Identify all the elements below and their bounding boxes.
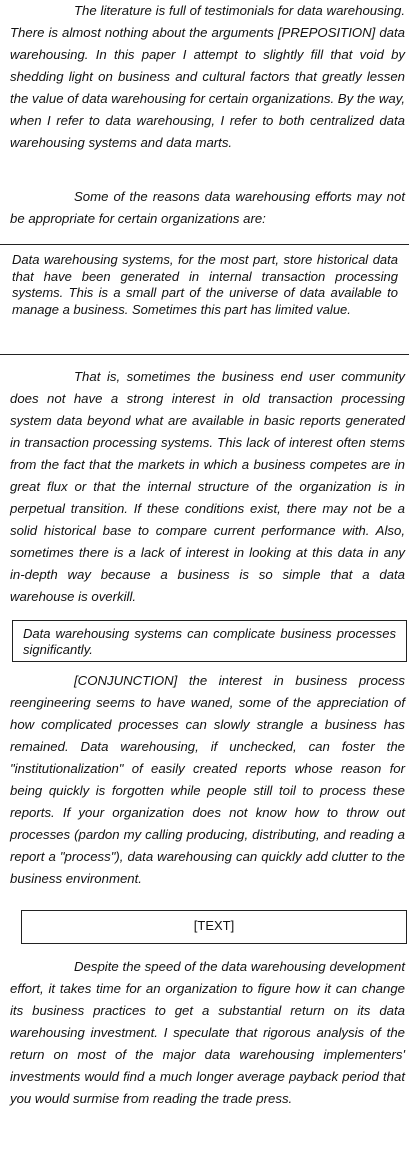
complicate-processes-callout: Data warehousing systems can complicate business processes significantly. xyxy=(23,626,396,657)
callout-top-rule xyxy=(0,244,409,245)
text-placeholder-label: [TEXT] xyxy=(193,918,235,933)
complicate-processes-box xyxy=(12,620,407,662)
payback-paragraph: Despite the speed of the data warehousing development effort, it takes time for an organization to figure how it can change its business practices to get a substantial return on its data warehousing investment. I speculate that rigorous analysis of the return on most of the major data warehousing implementers' investments would find a much longer average payback period that you would surmise from reading the trade press. xyxy=(10,959,405,1106)
historical-explained-paragraph: That is, sometimes the business end user community does not have a strong interest in old transaction processing system data beyond what are available in basic reports generated in transaction processing systems. This lack of interest often stems from the fact that the markets in which a business competes are in great flux or that the internal structure of the organization is in perpetual transition. If these conditions exist, there may not be a solid historical base to compare current performance with. Also, sometimes there is a lack of interest in looking at this data in any in-depth way because a business is so simple that a data warehouse is overkill. xyxy=(10,369,405,604)
callout-bottom-rule xyxy=(0,354,409,355)
complication-explained-paragraph: [CONJUNCTION] the interest in business process reengineering seems to have waned, some of the appreciation of how complicated processes can slowly strangle a business has remained. Data warehousing, if unchecked, can foster the "institutionalization" of easily created reports whose reason for being quickly is forgotten while people still toil to process these reports. If your organization does not know how to throw out processes (pardon my calling producing, distributing, and reading a report a "process"), data warehousing can quickly add clutter to the business environment. xyxy=(10,673,405,886)
reasons-lead-paragraph: Some of the reasons data warehousing efforts may not be appropriate for certain organizations are: xyxy=(10,189,405,226)
intro-paragraph: The literature is full of testimonials for data warehousing. There is almost nothing about the arguments [PREPOSITION] data warehousing. In this paper I attempt to slightly fill that void by shedding light on business and cultural factors that greatly lessen the value of data warehousing for certain organizations. By the way, when I refer to data warehousing, I refer to both centralized data warehousing systems and data marts. xyxy=(10,3,405,150)
historical-data-callout: Data warehousing systems, for the most part, store historical data that have been generated in internal transaction processing systems. This is a small part of the universe of data available to manage a business. Sometimes this part has limited value. xyxy=(12,252,398,317)
text-placeholder-box xyxy=(21,910,407,944)
